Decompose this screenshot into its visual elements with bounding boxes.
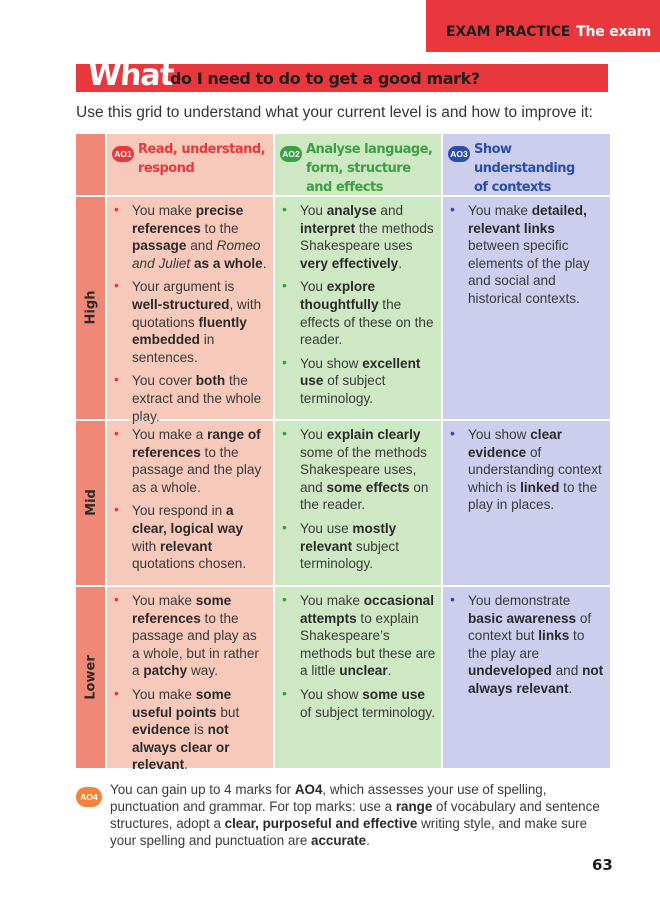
bold-text: AO4 — [294, 782, 323, 797]
criteria-item — [110, 426, 268, 496]
text-run: to the passage and the play as a whole. — [132, 444, 262, 495]
ao1-lower-cell — [110, 592, 268, 780]
bold-text: passage — [132, 238, 187, 254]
ao3-badge: AO3 — [448, 146, 470, 162]
text-run: You make a — [132, 427, 208, 442]
text-run: the methods Shakespeare uses — [300, 220, 434, 254]
text-run: and — [186, 238, 217, 254]
ao3-mid-cell — [446, 426, 604, 520]
bold-text: explain clearly — [326, 427, 421, 442]
criteria-list — [278, 592, 436, 721]
bold-text: fluently embedded — [132, 314, 247, 348]
grid-divider — [273, 134, 275, 768]
text-run: You — [300, 203, 327, 218]
level-label-mid — [76, 420, 106, 584]
text-run: You make — [468, 203, 532, 218]
text-run: You — [300, 427, 327, 442]
text-run: You show — [468, 427, 531, 442]
ao3-high-cell — [446, 202, 604, 314]
bold-text: explore thoughtfully — [300, 279, 379, 312]
text-run: of vocabulary and sentence structures, adopt a — [110, 799, 600, 831]
bold-text: occasional attempts — [300, 593, 434, 626]
text-run: in sentences. — [132, 332, 215, 365]
criteria-item — [278, 520, 436, 573]
grid-divider — [441, 134, 443, 768]
bold-text: range of references — [132, 427, 261, 460]
criteria-item — [278, 202, 436, 272]
text-run: You cover — [132, 373, 196, 389]
text-run: . — [184, 757, 188, 773]
criteria-item — [278, 355, 436, 408]
ao2-badge: AO2 — [280, 146, 302, 162]
text-run: writing style, and make sure your spelling and punctuation are — [110, 816, 588, 848]
text-run: the effects of these on the reader. — [300, 296, 434, 348]
level-label-text: High — [83, 290, 99, 324]
text-run: You make — [132, 686, 196, 702]
ao1-mid-cell — [110, 426, 268, 579]
text-run: of context but — [468, 610, 592, 644]
criteria-list — [446, 426, 604, 514]
bold-text: not always clear or relevant — [132, 722, 230, 773]
text-run: to the — [200, 220, 239, 236]
criteria-list — [110, 592, 268, 774]
criteria-item — [110, 278, 268, 366]
exam-practice-label: EXAM PRACTICE The exam — [446, 24, 652, 40]
text-run: Your argument is — [132, 279, 235, 295]
mark-scheme-grid — [76, 134, 610, 773]
bold-text: excellent use — [300, 355, 421, 389]
text-run: You demonstrate — [468, 593, 571, 608]
text-run: with — [132, 538, 160, 554]
bold-text: clear, purposeful and effective — [224, 816, 418, 831]
text-run: and — [551, 663, 583, 679]
bold-text: a clear, logical way — [132, 503, 244, 536]
bold-text: accurate — [311, 833, 367, 848]
text-run: subject terminology. — [300, 538, 399, 572]
criteria-item — [110, 202, 268, 272]
text-run: the extract and the whole play. — [132, 373, 262, 424]
bold-text: some effects — [326, 479, 410, 495]
level-label-high — [76, 196, 106, 418]
criteria-list — [446, 202, 604, 308]
ao1-high-cell — [110, 202, 268, 431]
bold-text: analyse — [326, 203, 377, 218]
level-label-lower — [76, 586, 106, 768]
ao1-badge: AO1 — [112, 146, 134, 162]
intro-text: Use this grid to understand what your current level is and how to improve it: — [76, 104, 593, 121]
criteria-item — [110, 372, 268, 425]
text-run: to explain Shakespeare’s methods but these are a little — [300, 610, 436, 679]
criteria-list — [446, 592, 604, 698]
ao2-high-cell — [278, 202, 436, 414]
bold-text: interpret — [300, 220, 356, 236]
ao2-heading: Analyse language, form, structure and effects — [306, 142, 433, 195]
ao3-lower-cell — [446, 592, 604, 704]
bold-text: evidence — [132, 722, 191, 738]
page-number: 63 — [592, 856, 613, 874]
text-run: to the play in places. — [468, 479, 598, 513]
text-run: but — [216, 704, 240, 720]
text-run: , which assesses your use of spelling, punctuation and grammar. For top marks: use a — [110, 782, 547, 814]
text-run: . — [568, 680, 573, 696]
text-run: way. — [187, 663, 218, 679]
title-what: What — [86, 58, 175, 93]
text-run: is — [190, 722, 208, 738]
text-run: You make — [300, 593, 364, 608]
text-run: and — [376, 203, 404, 218]
bold-text: some references — [132, 593, 232, 626]
text-run: to the passage and play as a whole, but in rather a — [132, 610, 259, 679]
level-label-text: Mid — [83, 488, 99, 516]
text-run: You respond in — [132, 503, 226, 519]
text-run: between specific elements of the play and social and historical contexts. — [468, 238, 590, 306]
criteria-item — [278, 278, 436, 348]
bold-text: patchy — [143, 663, 188, 679]
bold-text: as a whole — [193, 255, 263, 271]
text-run: . — [398, 255, 403, 271]
text-run: You show — [300, 686, 363, 702]
criteria-item — [110, 686, 268, 774]
text-run: quotations chosen. — [132, 556, 247, 572]
ao2-mid-cell — [278, 426, 436, 579]
criteria-item — [446, 202, 604, 308]
text-run: You show — [300, 355, 363, 371]
bold-text: unclear — [339, 663, 388, 679]
bold-text: precise references — [132, 203, 244, 236]
ao2-header — [280, 140, 432, 197]
text-run: . — [387, 663, 392, 679]
italic-text: Romeo and Juliet — [132, 238, 261, 271]
level-label-text: Lower — [83, 654, 99, 700]
ao1-heading: Read, understand, respond — [138, 142, 266, 176]
bold-text: detailed, relevant links — [468, 203, 587, 236]
criteria-item — [278, 686, 436, 721]
bold-text: some useful points — [132, 686, 232, 720]
bold-text: links — [538, 628, 570, 644]
bold-text: not always relevant — [468, 663, 604, 696]
bold-text: well-structured — [132, 296, 230, 312]
criteria-list — [278, 426, 436, 573]
criteria-item — [278, 592, 436, 680]
ao3-heading: Show understanding of contexts — [474, 142, 575, 195]
text-run: some of the methods Shakespeare uses, and — [300, 444, 427, 495]
ao2-lower-cell — [278, 592, 436, 727]
text-run: You use — [300, 520, 353, 536]
criteria-item — [446, 426, 604, 514]
text-run: You make — [132, 203, 196, 218]
text-run: of subject terminology. — [300, 704, 435, 720]
text-run: You — [300, 279, 327, 295]
ao1-header — [112, 140, 265, 178]
text-run: You make — [132, 593, 196, 608]
text-run: of subject terminology. — [300, 373, 386, 406]
text-run: to the play are — [468, 628, 585, 661]
bold-text: very effectively — [300, 255, 399, 271]
bold-text: relevant — [159, 538, 213, 554]
bold-text: range — [395, 799, 433, 814]
bold-text: some use — [362, 686, 425, 702]
ao3-header — [448, 140, 610, 197]
criteria-list — [110, 426, 268, 573]
criteria-list — [278, 202, 436, 408]
text-run: of understanding context which is — [468, 444, 602, 495]
bold-text: mostly relevant — [300, 520, 397, 554]
bold-text: both — [195, 373, 226, 389]
criteria-list — [110, 202, 268, 425]
page-title: do I need to do to get a good mark? — [170, 69, 480, 88]
text-run: , with quotations — [132, 296, 262, 330]
criteria-item — [110, 592, 268, 680]
ao4-note — [110, 781, 610, 849]
text-run: on the reader. — [300, 479, 429, 513]
criteria-item — [110, 502, 268, 572]
grid-divider — [76, 585, 610, 587]
criteria-item — [278, 426, 436, 514]
bold-text: basic awareness — [468, 610, 577, 626]
bold-text: linked — [520, 479, 560, 495]
bold-text: clear evidence — [468, 427, 562, 460]
bold-text: undeveloped — [468, 663, 552, 679]
ao4-badge: AO4 — [76, 787, 102, 807]
text-run: . — [262, 255, 267, 271]
text-run: You can gain up to 4 marks for — [110, 782, 295, 797]
criteria-item — [446, 592, 604, 698]
text-run: . — [366, 833, 370, 848]
